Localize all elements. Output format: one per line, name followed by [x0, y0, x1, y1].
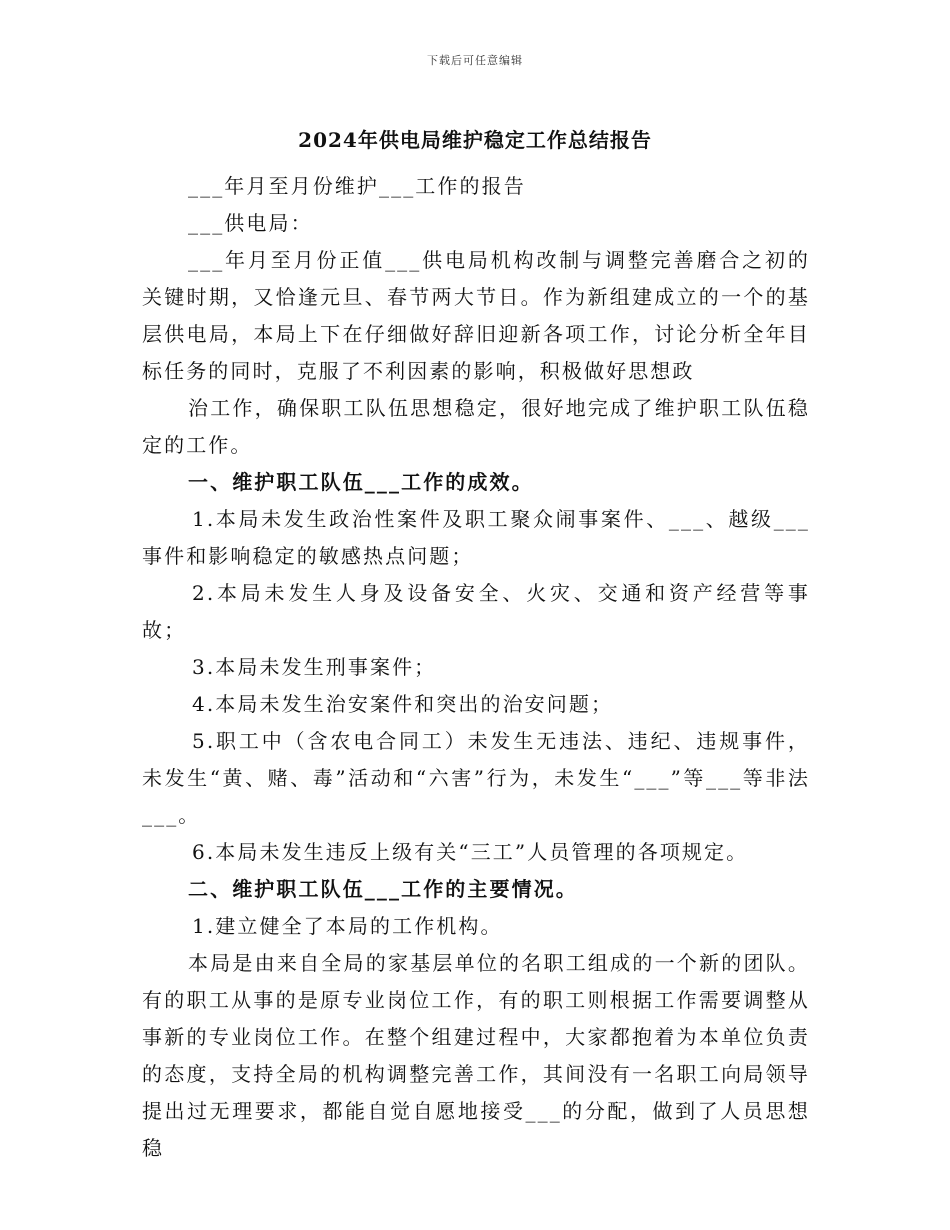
list-item: 4.本局未发生治安案件和突出的治安问题； [192, 692, 614, 716]
page-header-note: 下载后可任意编辑 [427, 54, 523, 67]
body-paragraph-intro: ___年月至月份正值___供电局机构改制与调整完善磨合之初的关键时期，又恰逢元旦、春节两大节日。作为新组建成立的一个的基层供电局，本局上下在仔细做好辞旧迎新各项工作，讨论分析全年目标任务的同时，克服了不利因素的影响，积极做好思想政 [142, 248, 810, 383]
body-paragraph-intro-continued: 治工作，确保职工队伍思想稳定，很好地完成了维护职工队伍稳定的工作。 [142, 396, 810, 457]
list-item: 5.职工中（含农电合同工）未发生无违法、违纪、违规事件，未发生“黄、赌、毒”活动和“六害”行为，未发生“___”等___等非法___。 [142, 729, 810, 827]
report-subject-line: ___年月至月份维护___工作的报告 [188, 174, 526, 198]
list-item: 6.本局未发生违反上级有关“三工”人员管理的各项规定。 [192, 840, 749, 864]
subsection-heading: 1.建立健全了本局的工作机构。 [192, 914, 503, 938]
addressee-line: ___供电局： [188, 211, 313, 235]
body-paragraph: 本局是由来自全局的家基层单位的名职工组成的一个新的团队。有的职工从事的是原专业岗位工作，有的职工则根据工作需要调整从事新的专业岗位工作。在整个组建过程中，大家都抱着为本单位负责的态度，支持全局的机构调整完善工作，其间没有一名职工向局领导提出过无理要求，都能自觉自愿地接受___的分配，做到了人员思想稳 [142, 951, 810, 1160]
section-heading-2: 二、维护职工队伍___工作的主要情况。 [188, 877, 578, 901]
document-body [142, 168, 810, 1167]
section-heading-1: 一、维护职工队伍___工作的成效。 [188, 470, 534, 494]
list-item: 1.本局未发生政治性案件及职工聚众闹事案件、___、越级___事件和影响稳定的敏感热点问题； [142, 507, 810, 568]
list-item: 3.本局未发生刑事案件； [192, 655, 437, 679]
document-title: 2024年供电局维护稳定工作总结报告 [298, 128, 652, 152]
list-item: 2.本局未发生人身及设备安全、火灾、交通和资产经营等事故； [142, 581, 810, 642]
